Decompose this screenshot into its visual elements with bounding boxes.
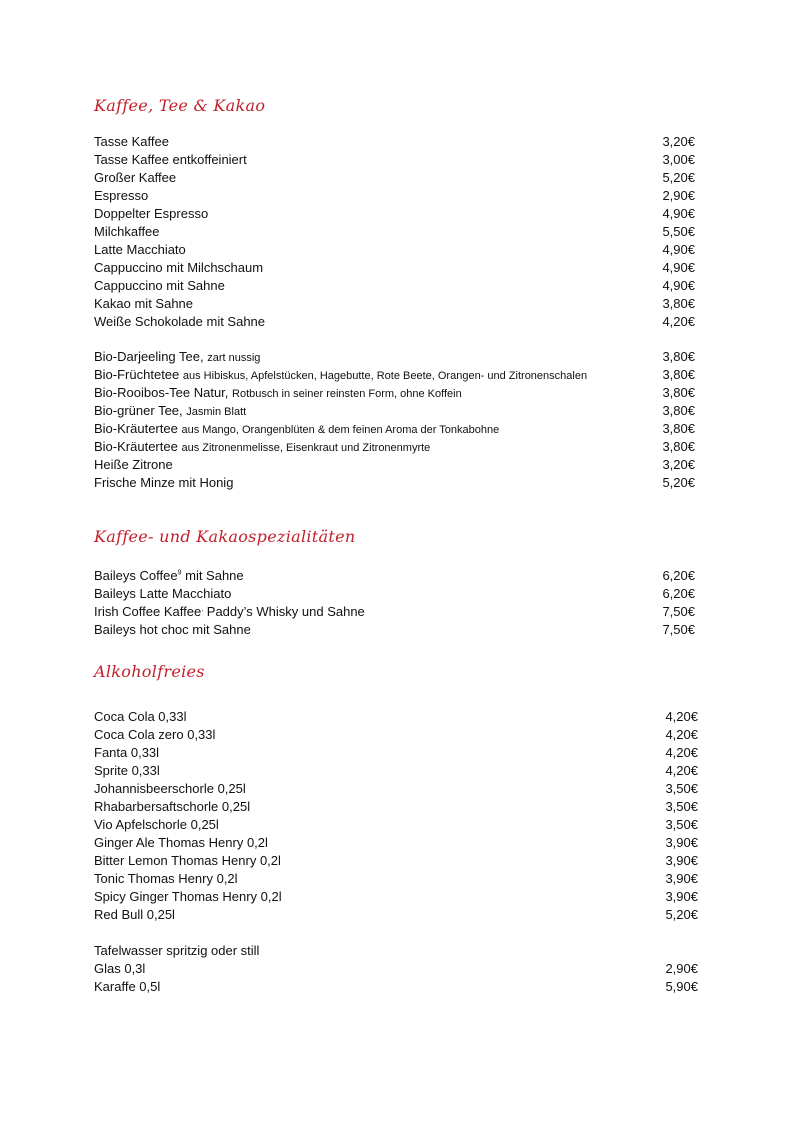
item-name: Heiße Zitrone [94,457,173,472]
item-price: 3,50€ [665,781,698,796]
menu-item [94,726,698,744]
item-name: Irish Coffee Kaffee [94,604,202,619]
item-price: 3,80€ [662,349,695,364]
item-name: Bio-Früchtetee [94,367,180,382]
item-name: Bio-Kräutertee [94,421,178,436]
item-name: Bitter Lemon Thomas Henry 0,2l [94,853,281,868]
menu-item [94,870,698,888]
item-price: 4,90€ [662,278,695,293]
menu-item [94,816,698,834]
item-price: 4,20€ [665,763,698,778]
menu-item [94,834,698,852]
item-name: Espresso [94,188,149,203]
item-name: Coca Cola zero 0,33l [94,727,216,742]
item-name: Großer Kaffee [94,170,177,185]
menu-item [94,241,695,259]
item-name: Cappuccino mit Sahne [94,278,225,293]
item-price: 2,90€ [662,188,695,203]
menu-item [94,402,695,420]
item-name: Glas 0,3l [94,961,146,976]
item-price: 7,50€ [662,604,695,619]
item-note: aus Zitronenmelisse, Eisenkraut und Zitronenmyrte [181,442,431,454]
item-name: Fanta 0,33l [94,745,160,760]
item-price: 3,50€ [665,817,698,832]
menu-item [94,223,695,241]
menu-item [94,888,698,906]
item-price: 5,90€ [665,979,698,994]
item-price: 3,90€ [665,889,698,904]
item-price: 3,20€ [662,134,695,149]
menu-item [94,277,695,295]
item-price: 3,80€ [662,421,695,436]
menu-item [94,978,698,996]
item-price: 6,20€ [662,586,695,601]
item-name: Karaffe 0,5l [94,979,161,994]
item-note: aus Mango, Orangenblüten & dem feinen Aroma der Tonkabohne [181,424,500,436]
item-price: 3,80€ [662,439,695,454]
item-price: 5,20€ [662,170,695,185]
item-name: Sprite 0,33l [94,763,160,778]
menu-item [94,798,698,816]
menu-item [94,621,695,639]
item-price: 5,50€ [662,224,695,239]
item-name: Bio-Darjeeling Tee, [94,349,204,364]
item-price: 3,00€ [662,152,695,167]
item-price: 6,20€ [662,568,695,583]
item-price: 3,90€ [665,853,698,868]
item-name: Spicy Ginger Thomas Henry 0,2l [94,889,282,904]
menu-item [94,567,695,585]
item-name: Red Bull 0,25l [94,907,175,922]
item-note: Rotbusch in seiner reinsten Form, ohne Koffein [232,388,462,400]
item-name: Baileys Latte Macchiato [94,586,232,601]
menu-item [94,366,695,384]
menu-item [94,313,695,331]
item-note: aus Hibiskus, Apfelstücken, Hagebutte, Rote Beete, Orangen- und Zitronenschalen [182,370,588,382]
item-name: Coca Cola 0,33l [94,709,187,724]
menu-item [94,133,695,151]
menu-item [94,585,695,603]
item-name: Tasse Kaffee entkoffeiniert [94,152,247,167]
menu-item [94,780,698,798]
item-name: Baileys hot choc mit Sahne [94,622,251,637]
item-price: 4,20€ [665,745,698,760]
menu-item [94,438,695,456]
item-name: Ginger Ale Thomas Henry 0,2l [94,835,268,850]
item-name: Tonic Thomas Henry 0,2l [94,871,238,886]
item-price: 4,20€ [665,709,698,724]
section-heading-kaffee-kakaospezialitaeten: Kaffee- und Kakaospezialitäten [94,527,356,546]
item-name: Cappuccino mit Milchschaum [94,260,264,275]
menu-item [94,603,695,621]
item-price: 3,50€ [665,799,698,814]
menu-item [94,708,698,726]
item-price: 2,90€ [665,961,698,976]
item-footnote: , [201,605,204,613]
item-name: Baileys Coffee [94,568,178,583]
menu-item [94,420,695,438]
item-price: 4,90€ [662,260,695,275]
menu-item [94,852,698,870]
item-name: Tasse Kaffee [94,134,169,149]
menu-item [94,456,695,474]
item-note: Jasmin Blatt [186,406,247,418]
item-price: 3,80€ [662,403,695,418]
item-price: 3,20€ [662,457,695,472]
item-name-suffix: mit Sahne [181,568,244,583]
item-price: 3,90€ [665,871,698,886]
item-name: Bio-grüner Tee, [94,403,183,418]
menu-item [94,295,695,313]
menu-item [94,205,695,223]
menu-item [94,744,698,762]
item-footnote: 9 [177,569,182,577]
item-name: Rhabarbersaftschorle 0,25l [94,799,251,814]
menu-item [94,960,698,978]
item-name: Milchkaffee [94,224,160,239]
section-heading-kaffee-tee-kakao: Kaffee, Tee & Kakao [94,96,266,115]
item-price: 7,50€ [662,622,695,637]
item-price: 3,90€ [665,835,698,850]
menu-item [94,384,695,402]
menu-item [94,762,698,780]
item-name: Vio Apfelschorle 0,25l [94,817,219,832]
menu-item [94,348,695,366]
item-price: 3,80€ [662,296,695,311]
item-name: Tafelwasser spritzig oder still [94,943,260,958]
item-price: 4,90€ [662,242,695,257]
menu-item [94,474,695,492]
item-price: 3,80€ [662,385,695,400]
item-name: Kakao mit Sahne [94,296,194,311]
item-name: Bio-Kräutertee [94,439,178,454]
menu-item [94,906,698,924]
item-price: 3,80€ [662,367,695,382]
item-name: Weiße Schokolade mit Sahne [94,314,266,329]
item-name: Johannisbeerschorle 0,25l [94,781,246,796]
menu-item [94,187,695,205]
item-name: Bio-Rooibos-Tee Natur, [94,385,229,400]
item-price: 5,20€ [662,475,695,490]
item-name: Frische Minze mit Honig [94,475,234,490]
menu-item [94,151,695,169]
item-price: 5,20€ [665,907,698,922]
item-price: 4,90€ [662,206,695,221]
section-heading-alkoholfreies: Alkoholfreies [94,662,205,681]
menu-item [94,169,695,187]
item-name: Latte Macchiato [94,242,186,257]
item-name: Doppelter Espresso [94,206,209,221]
menu-item [94,942,698,960]
item-name-suffix: Paddy’s Whisky und Sahne [203,604,365,619]
item-price: 4,20€ [665,727,698,742]
menu-item [94,259,695,277]
item-note: zart nussig [207,352,261,364]
item-price: 4,20€ [662,314,695,329]
